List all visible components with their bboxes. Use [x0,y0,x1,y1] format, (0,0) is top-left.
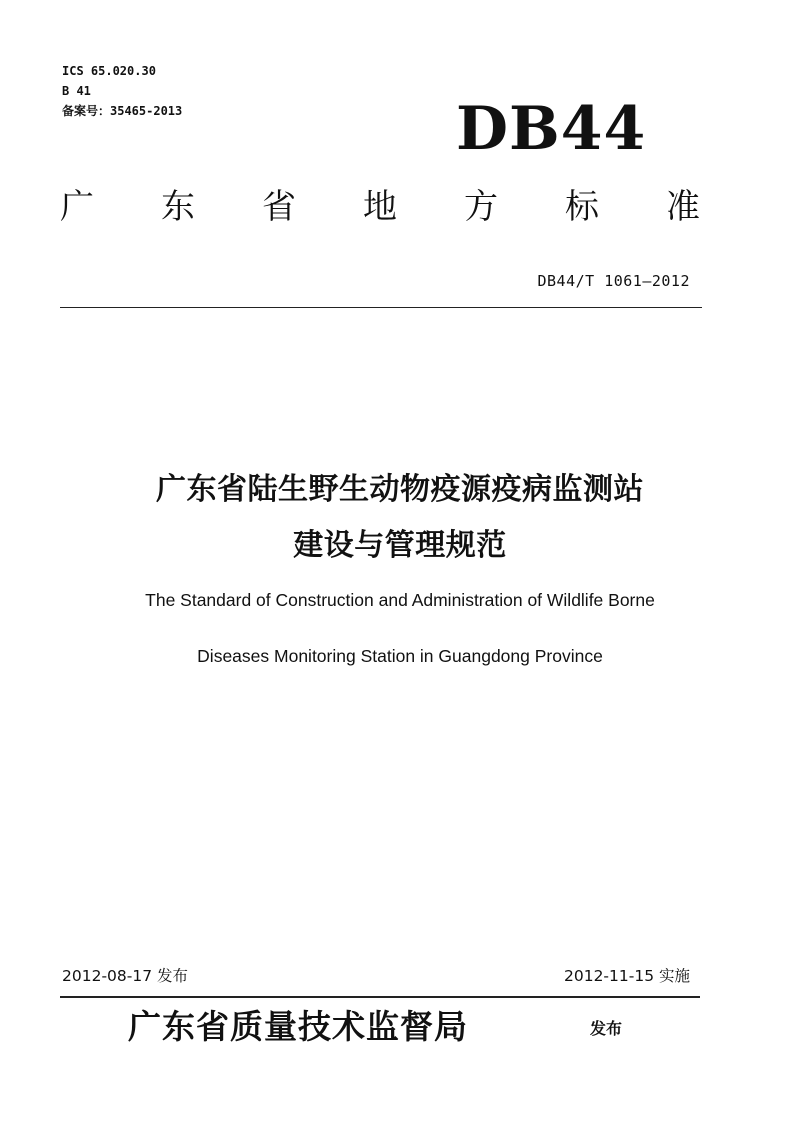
issuer-name: 广东省质量技术监督局 [128,1007,468,1046]
record-number: 备案号：35465-2013 [62,104,183,118]
title-cn-line2: 建设与管理规范 [293,528,507,563]
release-date: 2012-08-17 发布 [62,967,189,985]
standard-type-heading [60,185,700,229]
standard-type-char: 省 [262,187,296,227]
effective-date: 2012-11-15 实施 [563,967,690,985]
ics-code: ICS 65.020.30 [62,64,156,78]
title-cn-line1: 广东省陆生野生动物疫源疫病监测站 [156,472,644,507]
standard-type-char: 标 [565,187,599,227]
footer-divider [60,996,700,998]
standard-brand-logo: DB44 [456,94,647,164]
standard-type-char: 方 [464,187,498,227]
standard-type-char: 广 [60,187,94,227]
standard-code: DB44/T 1061—2012 [537,272,690,290]
title-en-line1: The Standard of Construction and Administration of Wildlife Borne [145,590,655,610]
standard-type-char: 准 [666,187,700,227]
standard-type-char: 东 [161,187,195,227]
classification-code: B 41 [62,84,91,98]
issuer-suffix: 发布 [590,1019,623,1038]
standard-type-char: 地 [363,187,397,227]
title-en-line2: Diseases Monitoring Station in Guangdong Province [197,646,603,666]
header-divider [60,307,702,308]
